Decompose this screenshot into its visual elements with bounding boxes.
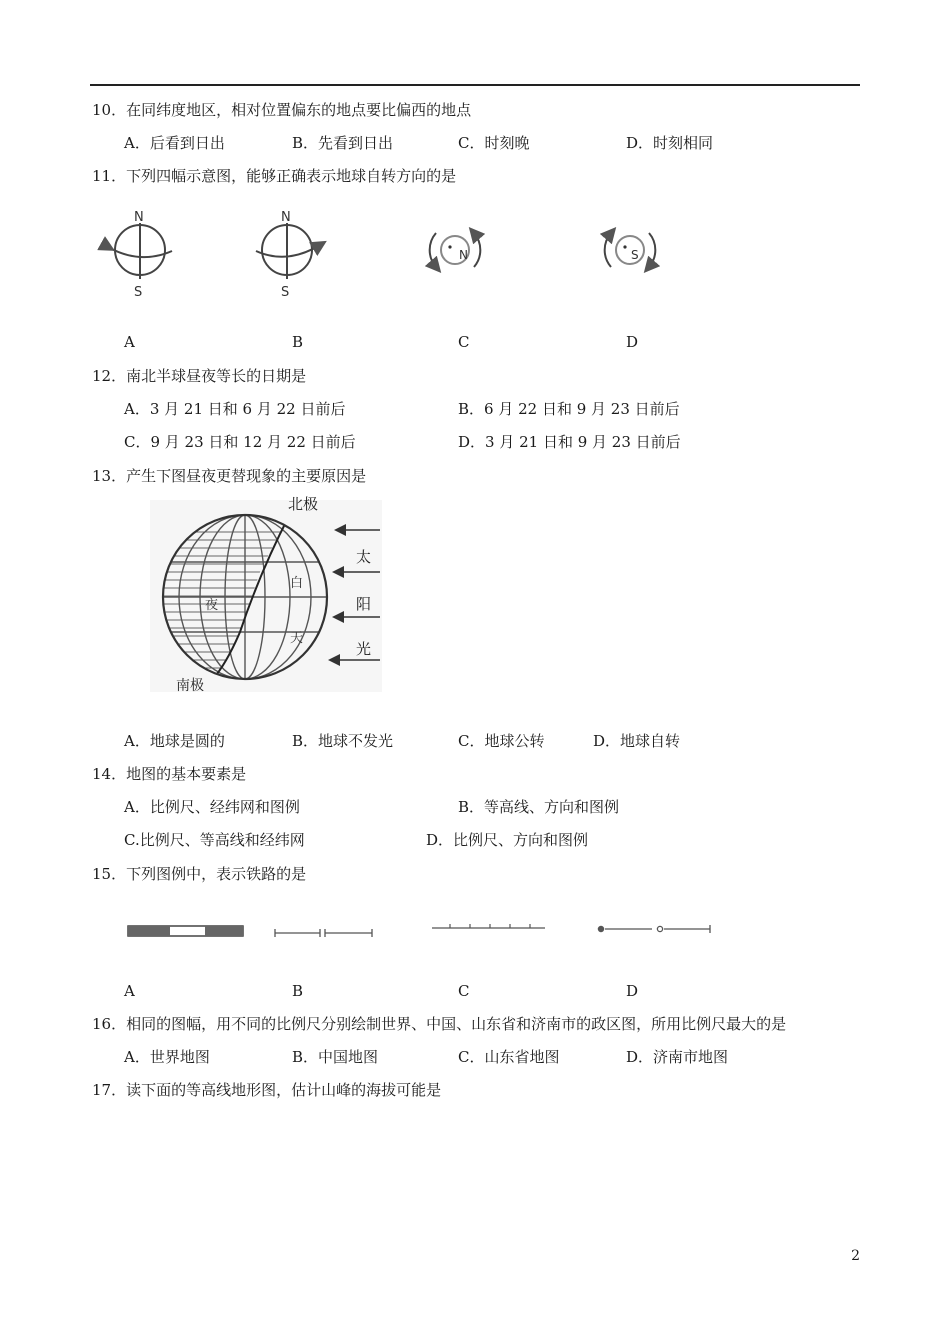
header-rule [90,84,860,86]
q10-option-a: A．后看到日出 [124,134,225,152]
question-12-stem: 12．南北半球昼夜等长的日期是 [92,367,307,385]
q12-option-a: A．3 月 21 日和 6 月 22 日前后 [124,400,346,418]
day-night-globe-figure [90,492,390,697]
q12-option-b: B．6 月 22 日和 9 月 23 日前后 [458,400,680,418]
q13-option-d: D．地球自转 [593,732,681,750]
q10-option-c: C．时刻晚 [458,134,530,152]
q15-label-d: D [626,982,639,1000]
q13-option-a: A．地球是圆的 [124,732,225,750]
q15-label-c: C [458,982,470,1000]
legend-b-icon [275,929,372,937]
day-label: 白 [290,576,304,591]
question-10-stem: 10．在同纬度地区，相对位置偏东的地点要比偏西的地点 [92,101,472,119]
a-s-label: S [134,285,143,300]
q14-option-a: A．比例尺、经纬网和图例 [124,798,300,816]
sunlight-label-2: 阳 [356,595,372,613]
question-11-stem: 11．下列四幅示意图，能够正确表示地球自转方向的是 [92,167,457,185]
question-17-stem: 17．读下面的等高线地形图，估计山峰的海拔可能是 [92,1081,442,1099]
q13-option-b: B．地球不发光 [292,732,394,750]
sunlight-label-1: 太 [356,548,372,566]
sunlight-label-3: 光 [356,640,372,658]
map-legend-figure [120,912,720,952]
question-14-stem: 14．地图的基本要素是 [92,765,247,783]
d-s-label: S [631,248,639,262]
day-label-2: 天 [290,631,304,646]
a-n-label: N [134,210,144,225]
q15-label-a: A [124,982,135,1000]
q14-option-d: D．比例尺、方向和图例 [426,831,589,849]
question-13-stem: 13．产生下图昼夜更替现象的主要原因是 [92,467,367,485]
page-number: 2 [851,1248,860,1264]
rotation-diagram-figure [90,195,680,307]
globe-d-icon [616,236,644,264]
q16-option-b: B．中国地图 [292,1048,379,1066]
q11-label-d: D [626,333,639,351]
q16-option-a: A．世界地图 [124,1048,210,1066]
c-n-label: N [459,248,468,262]
q14-option-b: B．等高线、方向和图例 [458,798,620,816]
q10-option-b: B．先看到日出 [292,134,394,152]
q10-option-d: D．时刻相同 [626,134,714,152]
legend-c-icon [432,924,545,928]
question-15-stem: 15．下列图例中，表示铁路的是 [92,865,307,883]
q11-label-b: B [292,333,304,351]
q11-label-c: C [458,333,470,351]
q11-label-a: A [124,333,135,351]
legend-d-icon [598,925,710,933]
south-pole-label: 南极 [176,678,204,694]
q15-label-b: B [292,982,304,1000]
legend-a-railway-icon [128,926,243,936]
q13-option-c: C．地球公转 [458,732,545,750]
b-s-label: S [281,285,290,300]
q12-option-d: D．3 月 21 日和 9 月 23 日前后 [458,433,681,451]
night-label: 夜 [205,598,219,613]
question-16-stem: 16．相同的图幅，用不同的比例尺分别绘制世界、中国、山东省和济南市的政区图，所用比例尺最大的是 [92,1015,787,1033]
q12-option-c: C．9 月 23 日和 12 月 22 日前后 [124,433,356,451]
q16-option-d: D．济南市地图 [626,1048,729,1066]
b-n-label: N [281,210,291,225]
q14-option-c: C.比例尺、等高线和经纬网 [124,831,305,849]
north-pole-label: 北极 [288,495,319,513]
q16-option-c: C．山东省地图 [458,1048,560,1066]
